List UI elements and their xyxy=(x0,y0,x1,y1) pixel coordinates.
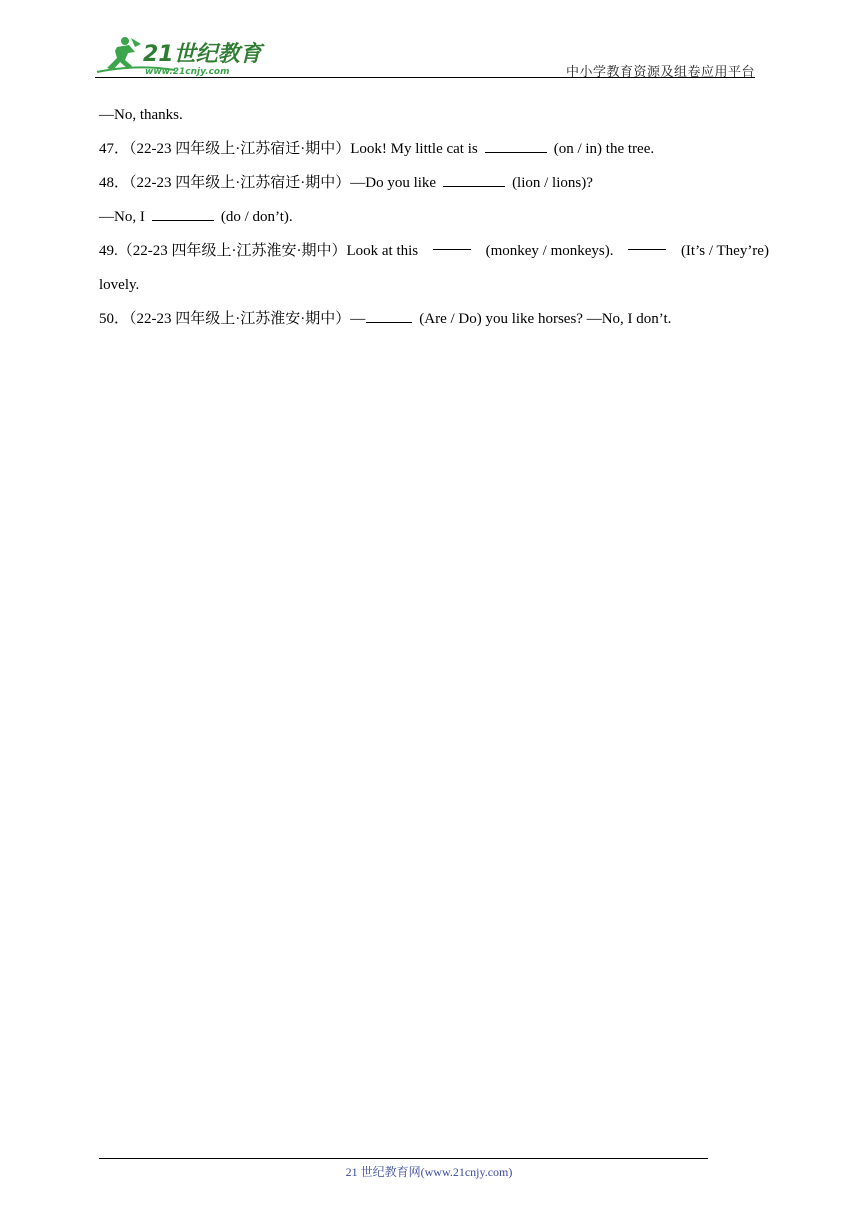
question-options: (Are / Do) you like horses? —No, I don’t. xyxy=(419,311,672,327)
footer-divider xyxy=(99,1158,708,1159)
question-options: (monkey / monkeys). xyxy=(485,243,614,259)
footer-source: 21 世纪教育网(www.21cnjy.com) xyxy=(345,1165,513,1179)
question-49-continued xyxy=(99,268,769,302)
question-48 xyxy=(99,166,769,200)
logo-brand-text: 21世纪教育 xyxy=(143,42,262,67)
answer-blank[interactable] xyxy=(628,234,666,250)
question-text: —No, I xyxy=(99,209,145,225)
page-header xyxy=(95,34,755,78)
question-options: (on / in) the tree. xyxy=(553,141,655,157)
header-divider xyxy=(95,77,755,78)
question-text: 50．（22-23 四年级上·江苏淮安·期中）— xyxy=(99,311,366,327)
platform-title: 中小学教育资源及组卷应用平台 xyxy=(565,65,755,80)
question-options: (do / don’t). xyxy=(220,209,293,225)
answer-blank[interactable] xyxy=(366,307,412,323)
question-50 xyxy=(99,302,769,336)
logo-url-text: www.21cnjy.com xyxy=(145,67,230,77)
logo-runner-icon xyxy=(95,34,265,78)
question-options: (lion / lions)? xyxy=(512,175,593,191)
answer-blank[interactable] xyxy=(443,171,505,187)
question-text: 48．（22-23 四年级上·江苏宿迁·期中）—Do you like xyxy=(99,175,437,191)
logo xyxy=(95,34,265,78)
question-text: lovely. xyxy=(99,277,140,293)
question-options: (It’s / They’re) xyxy=(680,243,769,259)
answer-blank[interactable] xyxy=(485,137,547,153)
answer-blank[interactable] xyxy=(433,234,471,250)
document-body xyxy=(99,98,769,336)
answer-blank[interactable] xyxy=(152,205,214,221)
question-text: 49.（22-23 四年级上·江苏淮安·期中）Look at this xyxy=(99,243,419,259)
question-49 xyxy=(99,234,769,268)
question-47 xyxy=(99,132,769,166)
question-48-reply xyxy=(99,200,769,234)
answer-line xyxy=(99,98,769,132)
question-text: 47．（22-23 四年级上·江苏宿迁·期中）Look! My little cat is xyxy=(99,141,478,157)
answer-text: —No, thanks. xyxy=(99,107,183,123)
